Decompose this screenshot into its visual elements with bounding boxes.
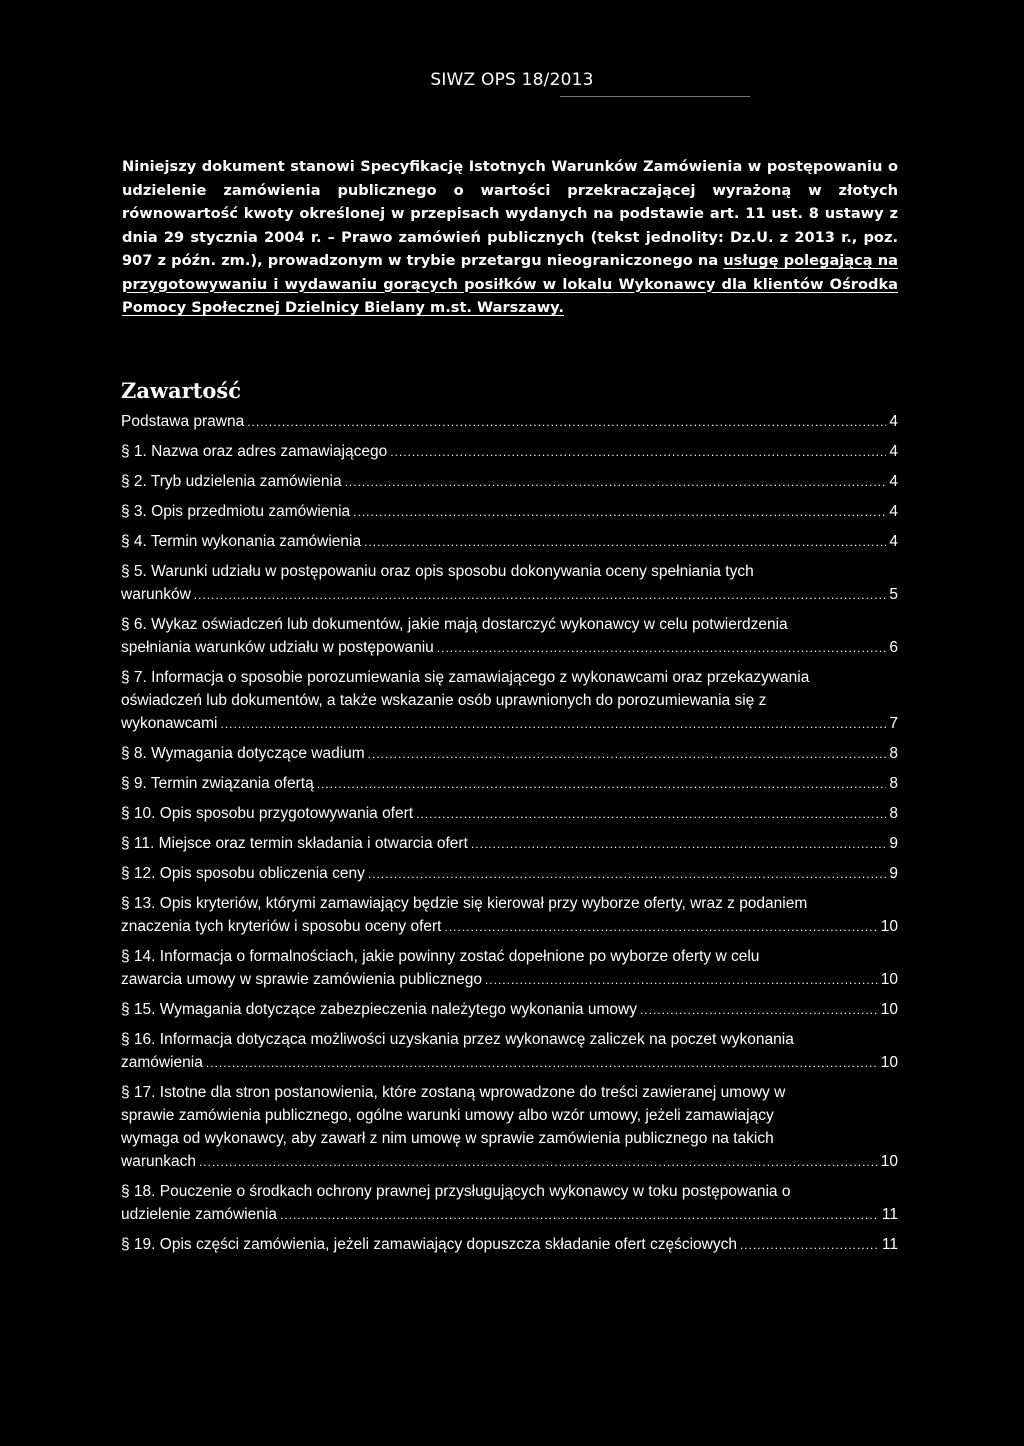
- toc-entry-line: [121, 500, 898, 524]
- toc-entry-label: § 4. Termin wykonania zamówienia: [121, 533, 362, 550]
- toc-entry-text: § 13. Opis kryteriów, którymi zamawiający będzie się kierował przy wyborze oferty, wraz z podaniem: [121, 895, 808, 912]
- toc-entry[interactable]: [121, 998, 898, 1022]
- toc-page-number: 8: [889, 805, 898, 822]
- toc-entry-label: udzielenie zamówienia: [121, 1206, 277, 1223]
- toc-entry[interactable]: [121, 945, 898, 992]
- toc-entry-text: § 17. Istotne dla stron postanowienia, które zostaną wprowadzone do treści zawieranej umowy w: [121, 1084, 786, 1101]
- toc-entry[interactable]: [121, 410, 898, 434]
- toc-dot-leader: [640, 998, 878, 1022]
- toc-entry-label: § 11. Miejsce oraz termin składania i otwarcia ofert: [121, 835, 468, 852]
- toc-entry-line: [121, 1203, 898, 1227]
- toc-entry-text: § 6. Wykaz oświadczeń lub dokumentów, jakie mają dostarczyć wykonawcy w celu potwierdzenia: [121, 616, 788, 633]
- toc-page-number: 7: [889, 715, 898, 732]
- toc-entry-line: [121, 470, 898, 494]
- toc-entry-line: [121, 583, 898, 607]
- toc-dot-leader: [368, 862, 887, 886]
- toc-entry[interactable]: [121, 1233, 898, 1257]
- toc-entry-text: § 5. Warunki udziału w postępowaniu oraz opis sposobu dokonywania oceny spełniania tych: [121, 563, 754, 580]
- toc-entry-text: § 7. Informacja o sposobie porozumiewania się zamawiającego z wykonawcami oraz przekazywania: [121, 669, 810, 686]
- toc-entry-line: [121, 742, 898, 766]
- document-header: SIWZ OPS 18/2013: [430, 70, 594, 90]
- toc-entry-line: [121, 712, 898, 736]
- toc-page-number: 5: [889, 586, 898, 603]
- toc-entry-line: [121, 998, 898, 1022]
- toc-page-number: 8: [889, 775, 898, 792]
- toc-entry-label: zawarcia umowy w sprawie zamówienia publicznego: [121, 971, 482, 988]
- toc-entry-text: § 16. Informacja dotycząca możliwości uzyskania przez wykonawcę zaliczek na poczet wykonania: [121, 1031, 794, 1048]
- toc-dot-leader: [368, 742, 887, 766]
- toc-dot-leader: [364, 530, 886, 554]
- toc-entry-line: [121, 915, 898, 939]
- toc-entry-text: wymaga od wykonawcy, aby zawarł z nim umowę w sprawie zamówienia publicznego na takich: [121, 1130, 774, 1147]
- toc-entry-line: [121, 968, 898, 992]
- toc-dot-leader: [280, 1203, 879, 1227]
- toc-entry-label: znaczenia tych kryteriów i sposobu oceny ofert: [121, 918, 442, 935]
- toc-entry[interactable]: [121, 470, 898, 494]
- intro-text: Niniejszy dokument stanowi Specyfikację Istotnych Warunków Zamówienia w postępowaniu o udzielenie zamówienia publicznego o wartości przekraczającej wyrażoną w złotych równowartość kwoty określonej w przepisach wydanych na podstawie art. 11 ust. 8 ustawy z dnia 29 stycznia 2004 r. – Prawo zamówień publicznych (tekst jednolity: Dz.U. z 2013 r., poz. 907 z późn. zm.), prowadzonym w trybie przetargu nieograniczonego na: [122, 158, 898, 269]
- toc-page-number: 4: [889, 533, 898, 550]
- toc-dot-leader: [317, 772, 887, 796]
- toc-page-number: 10: [880, 1153, 898, 1170]
- toc-entry[interactable]: [121, 772, 898, 796]
- toc-entry[interactable]: [121, 742, 898, 766]
- toc-page-number: 10: [880, 971, 898, 988]
- toc-entry[interactable]: [121, 1180, 898, 1227]
- toc-page-number: 10: [880, 918, 898, 935]
- toc-entry[interactable]: [121, 613, 898, 660]
- toc-entry-text: oświadczeń lub dokumentów, a także wskazanie osób uprawnionych do porozumiewania się z: [121, 692, 767, 709]
- toc-page-number: 6: [889, 639, 898, 656]
- toc-entry-label: § 2. Tryb udzielenia zamówienia: [121, 473, 342, 490]
- toc-dot-leader: [345, 470, 887, 494]
- toc-page-number: 11: [881, 1206, 898, 1223]
- toc-dot-leader: [206, 1051, 878, 1075]
- toc-entry[interactable]: [121, 1028, 898, 1075]
- toc-entry[interactable]: [121, 832, 898, 856]
- toc-page-number: 10: [880, 1054, 898, 1071]
- toc-entry-line: [121, 772, 898, 796]
- toc-entry[interactable]: [121, 892, 898, 939]
- toc-title: Zawartość: [121, 378, 242, 403]
- toc-entry-label: zamówienia: [121, 1054, 203, 1071]
- toc-entry-line: [121, 832, 898, 856]
- toc-page-number: 9: [889, 865, 898, 882]
- toc-page-number: 4: [889, 413, 898, 430]
- toc-entry[interactable]: [121, 440, 898, 464]
- toc-dot-leader: [220, 712, 886, 736]
- toc-entry-label: § 15. Wymagania dotyczące zabezpieczenia należytego wykonania umowy: [121, 1001, 637, 1018]
- toc-entry-label: spełniania warunków udziału w postępowaniu: [121, 639, 434, 656]
- toc-dot-leader: [416, 802, 886, 826]
- toc-entry-line: [121, 1150, 898, 1174]
- toc-entry[interactable]: [121, 862, 898, 886]
- toc-entry-label: § 9. Termin związania ofertą: [121, 775, 314, 792]
- toc-page-number: 4: [889, 473, 898, 490]
- toc-page-number: 9: [889, 835, 898, 852]
- toc-entry-line: [121, 530, 898, 554]
- toc-entry-line: [121, 1233, 898, 1257]
- toc-page-number: 10: [880, 1001, 898, 1018]
- toc-entry-label: § 3. Opis przedmiotu zamówienia: [121, 503, 351, 520]
- toc-entry-line: [121, 440, 898, 464]
- toc-entry-label: Podstawa prawna: [121, 413, 245, 430]
- toc-page-number: 4: [889, 443, 898, 460]
- toc-page-number: 8: [889, 745, 898, 762]
- toc-entry-text: sprawie zamówienia publicznego, ogólne warunki umowy albo wzór umowy, jeżeli zamawiający: [121, 1107, 774, 1124]
- toc-entry[interactable]: [121, 666, 898, 736]
- toc-dot-leader: [199, 1150, 878, 1174]
- header-rule: [560, 96, 750, 97]
- toc-entry[interactable]: [121, 560, 898, 607]
- toc-dot-leader: [390, 440, 886, 464]
- toc-page-number: 4: [889, 503, 898, 520]
- toc-dot-leader: [471, 832, 886, 856]
- toc-entry-line: [121, 802, 898, 826]
- intro-paragraph: [122, 155, 898, 320]
- toc-dot-leader: [740, 1233, 879, 1257]
- toc-dot-leader: [353, 500, 886, 524]
- toc-entry-label: wykonawcami: [121, 715, 218, 732]
- toc-entry[interactable]: [121, 1081, 898, 1174]
- toc-entry-text: § 14. Informacja o formalnościach, jakie powinny zostać dopełnione po wyborze oferty w celu: [121, 948, 760, 965]
- toc-entry[interactable]: [121, 530, 898, 554]
- toc-dot-leader: [445, 915, 878, 939]
- toc-entry-line: [121, 862, 898, 886]
- toc-dot-leader: [437, 636, 887, 660]
- toc-entry-line: [121, 1051, 898, 1075]
- toc-entry-text: § 18. Pouczenie o środkach ochrony prawnej przysługujących wykonawcy w toku postępowania o: [121, 1183, 791, 1200]
- toc-entry-line: [121, 410, 898, 434]
- toc-entry-line: [121, 636, 898, 660]
- toc-page-number: 11: [881, 1236, 898, 1253]
- toc-entry-label: § 8. Wymagania dotyczące wadium: [121, 745, 365, 762]
- toc-entry-label: warunkach: [121, 1153, 196, 1170]
- toc-dot-leader: [485, 968, 878, 992]
- toc-dot-leader: [247, 410, 886, 434]
- toc-entry[interactable]: [121, 802, 898, 826]
- intro-subject-underlined: usługę polegającą na przygotowywaniu i wydawaniu gorących posiłków w lokalu Wykonawcy dla klientów Ośrodka Pomocy Społecznej Dzielnicy Bielany m.st. Warszawy.: [122, 252, 898, 316]
- toc-entry[interactable]: [121, 500, 898, 524]
- toc-entry-label: § 1. Nazwa oraz adres zamawiającego: [121, 443, 388, 460]
- table-of-contents: [121, 410, 898, 1263]
- toc-entry-label: § 12. Opis sposobu obliczenia ceny: [121, 865, 365, 882]
- toc-entry-label: § 19. Opis części zamówienia, jeżeli zamawiający dopuszcza składanie ofert częściowych: [121, 1236, 737, 1253]
- toc-dot-leader: [194, 583, 887, 607]
- toc-entry-label: § 10. Opis sposobu przygotowywania ofert: [121, 805, 414, 822]
- toc-entry-label: warunków: [121, 586, 191, 603]
